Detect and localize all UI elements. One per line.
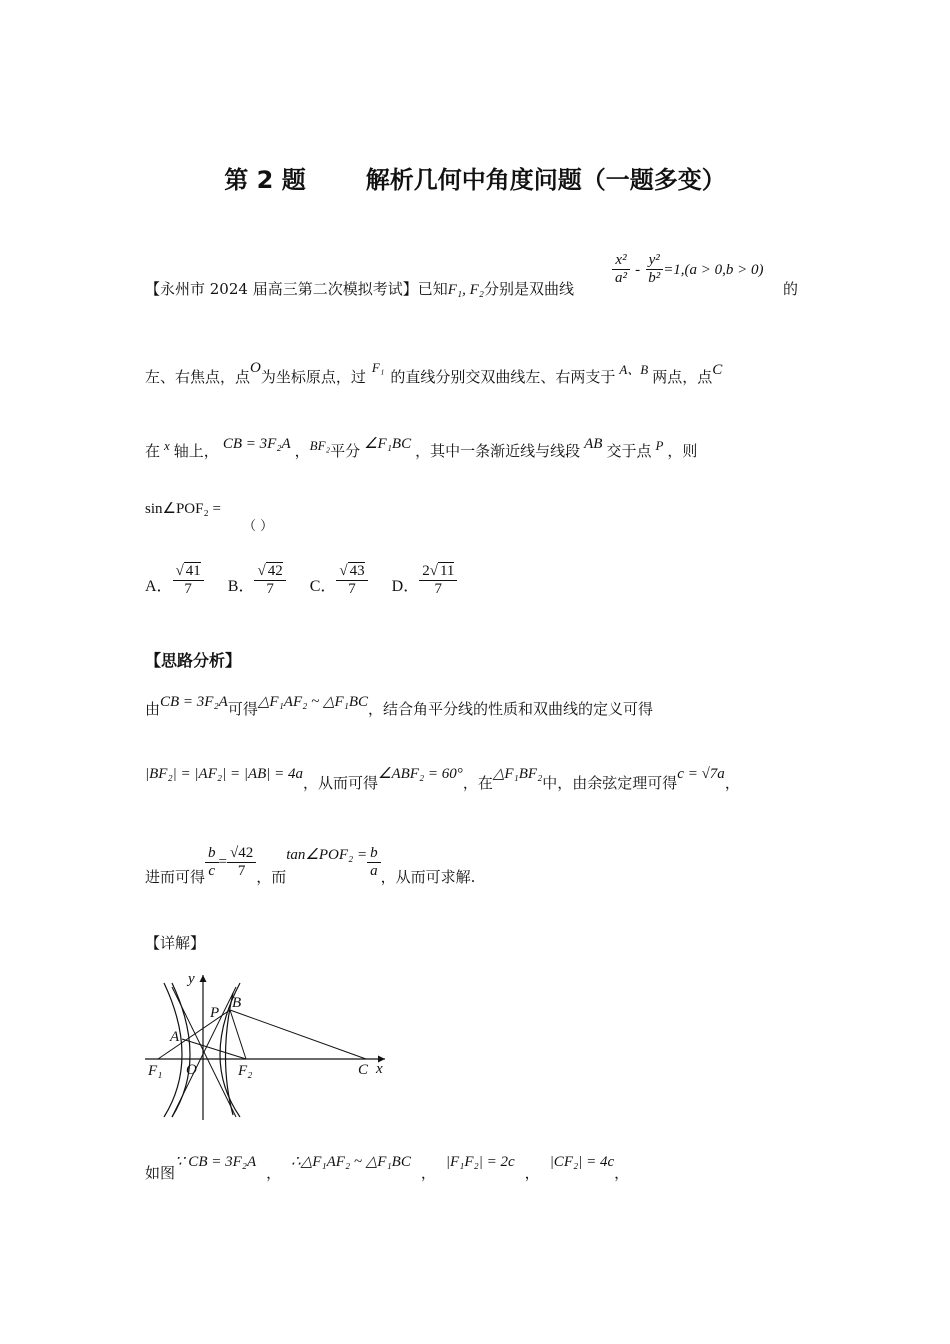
problem-line-2 (145, 360, 723, 387)
foci-symbol: F₁, F₂ (447, 282, 484, 298)
text-segment: 可得 (227, 700, 258, 718)
analysis-math: |BF₂| = |AF₂| = |AB| = 4a (145, 766, 304, 782)
analysis-line-2 (145, 762, 740, 792)
text-segment: ， (614, 1164, 630, 1182)
eq-y: y² (646, 252, 663, 270)
problem-line-1 (145, 278, 574, 299)
option-denominator: 7 (434, 581, 443, 597)
options-row (145, 563, 457, 598)
text-segment: 平分 (330, 442, 361, 460)
ask-expression: sin∠POF₂ = (145, 501, 221, 517)
analysis-math: tan∠POF₂ = (286, 847, 368, 863)
eq-minus: - (635, 262, 641, 278)
frac-b: b (205, 845, 219, 863)
text-segment: 为坐标原点，过 (260, 368, 366, 386)
frac-c: c (208, 863, 216, 879)
label-y: y (188, 971, 195, 987)
label-O: O (186, 1062, 197, 1078)
label-x: x (376, 1061, 383, 1077)
text-segment: 中，由余弦定理可得 (542, 774, 678, 792)
condition-2: BF₂ (309, 438, 331, 453)
page-title (0, 160, 950, 195)
detail-heading: 【详解】 (145, 934, 206, 952)
option-numerator: 11 (439, 563, 455, 579)
point-F1: F₁ (371, 360, 385, 375)
text-segment: 的 (783, 280, 799, 298)
text-segment: 轴上， (173, 442, 219, 460)
option-numerator: 43 (349, 563, 365, 579)
point-C: C (712, 362, 723, 378)
condition-3: ∠F₁BC (364, 436, 412, 452)
text-segment: 两点，点 (652, 368, 713, 386)
text-segment: ， (294, 442, 310, 460)
text-segment: ，则 (667, 442, 698, 460)
label-F2: F₂ (238, 1063, 253, 1079)
label-B: B (232, 995, 242, 1011)
option-denominator: 7 (184, 581, 192, 597)
label-F1: F₁ (148, 1063, 163, 1079)
detail-math: ∴△F₁AF₂ ~ △F₁BC (291, 1154, 411, 1170)
text-segment: ，从而可求解. (380, 868, 476, 886)
text-segment: 交于点 (606, 442, 652, 460)
option-b[interactable]: B． $\frac{√ 42}{7}$ (228, 563, 286, 598)
text-segment: 的直线分别交双曲线左、右两支于 (390, 368, 616, 386)
label-P: P (210, 1005, 220, 1021)
axis-x: x (164, 438, 170, 453)
eq-a: a² (615, 270, 627, 286)
equals: = (218, 854, 227, 870)
text-segment: ，从而可得 (303, 774, 379, 792)
line-F1-B (158, 1010, 230, 1059)
label-A: A (170, 1029, 180, 1045)
analysis-math: c = √7a (677, 766, 725, 782)
points-AB: A、B (619, 362, 649, 377)
frac-7: 7 (237, 863, 246, 879)
line-A-F2 (182, 1039, 246, 1059)
text-segment: ，其中一条渐近线与线段 (415, 442, 581, 460)
text-segment: 如图 (145, 1164, 176, 1182)
answer-blank: （ ） (243, 519, 274, 534)
analysis-math: ∠ABF₂ = 60° (378, 766, 463, 782)
question-ask (145, 498, 221, 518)
text-segment: ，结合角平分线的性质和双曲线的定义可得 (368, 700, 654, 718)
option-d[interactable]: D． $\frac{2√ 11}{7}$ (392, 563, 458, 598)
option-numerator: 41 (185, 563, 201, 579)
text-segment: ， (266, 1164, 282, 1182)
segment-AB: AB (584, 436, 603, 452)
title-number: 第 2 题 (224, 166, 306, 194)
option-label: A． (145, 578, 173, 595)
text-segment: 左、右焦点，点 (145, 368, 251, 386)
text-segment: ， (524, 1164, 540, 1182)
option-numerator: 42 (267, 563, 283, 579)
analysis-line-1 (145, 690, 654, 718)
text-segment: ， (724, 774, 740, 792)
option-coefficient: 2 (422, 563, 430, 579)
text-segment: ，而 (256, 868, 287, 886)
frac-root42: √42 (227, 845, 256, 863)
analysis-math: △F₁BF₂ (492, 766, 543, 782)
point-O: O (250, 360, 261, 376)
analysis-math: △F₁AF₂ ~ △F₁BC (257, 694, 369, 710)
option-label: B． (227, 578, 255, 595)
frac-b: b (367, 845, 381, 863)
hyperbola-equation (612, 252, 764, 287)
detail-math: ∵ CB = 3F₂A (175, 1154, 257, 1170)
detail-line-1 (145, 1150, 630, 1182)
analysis-heading: 【思路分析】 (145, 651, 242, 670)
problem-line-3 (145, 436, 698, 461)
option-c[interactable]: C． $\frac{√ 43}{7}$ (310, 563, 368, 598)
detail-math: |F₁F₂| = 2c (445, 1154, 515, 1170)
text-segment: 进而可得 (145, 868, 206, 886)
eq-x: x² (612, 252, 629, 270)
label-C: C (358, 1062, 369, 1078)
line-B-F2 (230, 1010, 246, 1059)
option-denominator: 7 (266, 581, 274, 597)
frac-a: a (370, 863, 378, 879)
eq-condition: =1,(a > 0,b > 0) (663, 262, 764, 278)
hyperbola-figure (140, 965, 400, 1125)
point-P: P (655, 438, 664, 453)
option-label: C． (309, 578, 337, 595)
title-topic: 解析几何中角度问题（一题多变） (365, 166, 726, 194)
condition-1: CB = 3F₂A (222, 436, 291, 452)
option-a[interactable]: A． $\frac{√ 41}{7}$ (145, 563, 204, 598)
detail-math: |CF₂| = 4c (549, 1154, 615, 1170)
eq-b: b² (648, 270, 661, 286)
problem-source: 【永州市 2024 届高三第二次模拟考试】已知 (145, 280, 448, 298)
text-segment: ，在 (462, 774, 493, 792)
hyperbola-left-branch-outer (164, 983, 182, 1117)
text-segment: 在 (145, 442, 161, 460)
line-B-C (230, 1010, 366, 1059)
option-denominator: 7 (348, 581, 356, 597)
analysis-math: CB = 3F₂A (160, 694, 228, 710)
text-segment: 分别是双曲线 (483, 280, 574, 298)
text-segment: 由 (145, 700, 161, 718)
analysis-line-3 (145, 845, 476, 886)
text-segment: ， (420, 1164, 436, 1182)
option-label: D． (391, 578, 420, 595)
